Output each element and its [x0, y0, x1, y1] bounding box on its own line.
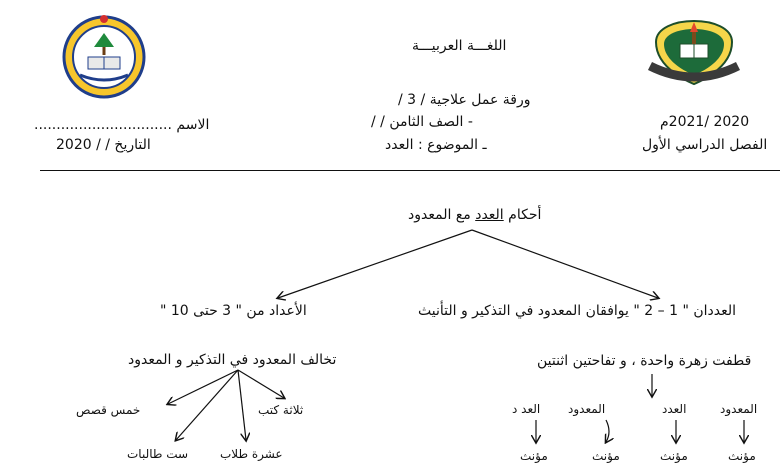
col-value: مؤنث	[660, 449, 688, 463]
worksheet-title: ورقة عمل علاجية / 3 /	[398, 92, 531, 108]
title-keyword: العدد	[475, 207, 504, 223]
year-label: 2020 /2021م	[660, 114, 750, 130]
col-value: مؤنث	[728, 449, 756, 463]
col-value: مؤنث	[592, 449, 620, 463]
col-value: مؤنث	[520, 449, 548, 463]
example-sitt-talibat: ست طالبات	[127, 447, 189, 461]
left-branch-label: الأعداد من " 3 حتى 10 "	[160, 303, 307, 319]
grade-line: - الصف الثامن / /	[371, 114, 473, 130]
semester-label: الفصل الدراسي الأول	[642, 137, 768, 153]
date-field: التاريخ / / 2020	[56, 137, 151, 153]
right-example: قطفت زهرة واحدة ، و تفاحتين اثنتين	[537, 353, 752, 369]
col-label: المعدود	[720, 402, 758, 416]
subject-title: اللغـــة العربيـــة	[412, 38, 507, 54]
col-label: المعدود	[568, 402, 606, 416]
topic-line: ـ الموضوع : العدد	[385, 137, 487, 153]
name-field: الاسم ...............................	[34, 117, 210, 133]
example-khams-qasas: خمس قصص	[76, 403, 141, 417]
diagram-title: أحكام العدد مع المعدود	[408, 207, 542, 223]
col-label: العدد	[662, 402, 687, 416]
right-branch-label: العددان " 1 – 2 " يوافقان المعدود في التذكير و التأنيث	[418, 303, 737, 319]
example-ashara-tullab: عشرة طلاب	[220, 447, 283, 461]
col-label: العد د	[512, 402, 541, 416]
left-rule: تخالف المعدود في التذكير و المعدود	[128, 352, 337, 368]
example-thalatha-kutub: ثلاثة كتب	[258, 403, 304, 417]
